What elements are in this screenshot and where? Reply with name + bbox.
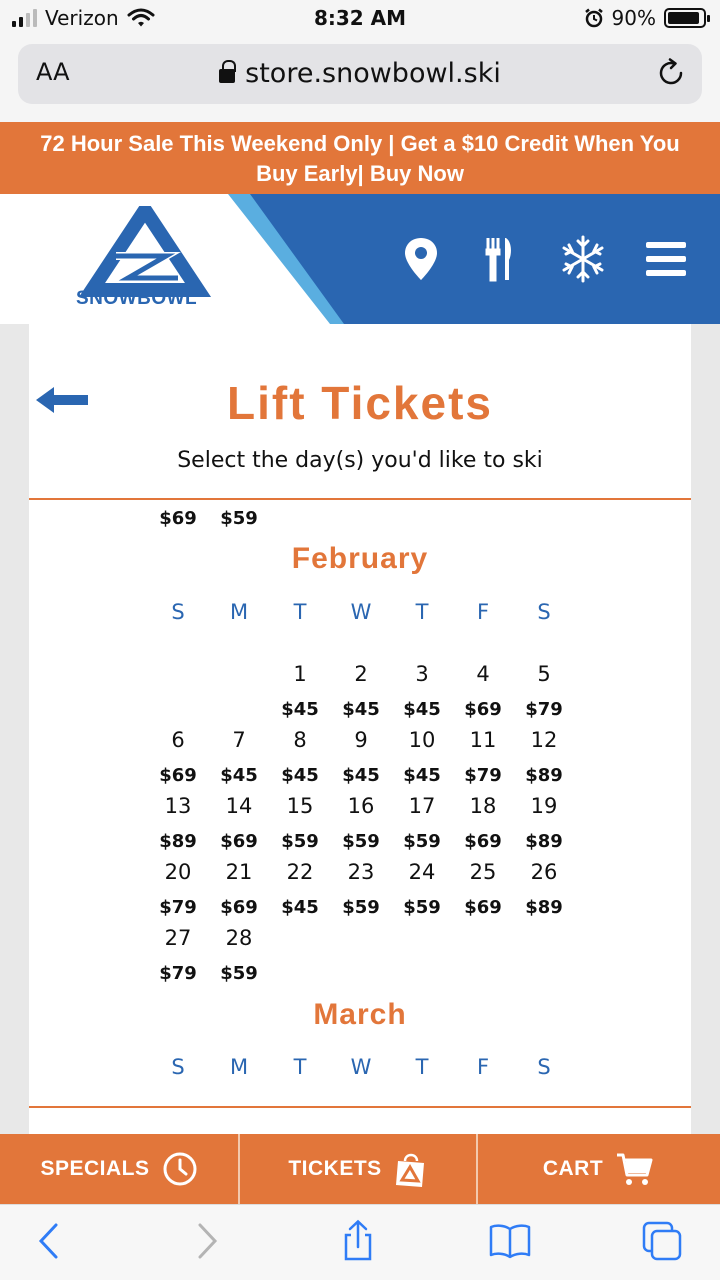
day-price[interactable]: $89: [159, 831, 197, 852]
calendar-day[interactable]: 4: [476, 662, 490, 686]
weekday-label: S: [537, 600, 551, 624]
calendar-day[interactable]: 3: [415, 662, 429, 686]
day-price[interactable]: $69: [464, 831, 502, 852]
status-right: [584, 6, 706, 30]
calendar-day[interactable]: 8: [293, 728, 307, 752]
address-bar[interactable]: [18, 44, 702, 104]
weekday-label: T: [293, 1055, 307, 1079]
day-price[interactable]: $89: [525, 831, 563, 852]
text-size-button[interactable]: AA: [36, 58, 70, 86]
day-price[interactable]: $69: [220, 897, 258, 918]
weekday-label: S: [537, 1055, 551, 1079]
battery-icon: [664, 8, 706, 28]
calendar-day[interactable]: 10: [408, 728, 436, 752]
weekday-label: W: [350, 600, 372, 624]
calendar-day[interactable]: 14: [225, 794, 253, 818]
weekday-label: M: [229, 600, 249, 624]
day-price[interactable]: $69: [159, 508, 197, 529]
day-price[interactable]: $89: [525, 897, 563, 918]
weekday-label: T: [415, 1055, 429, 1079]
url-text: store.snowbowl.ski: [245, 58, 501, 89]
logo-text: SNOWBOWL: [76, 288, 198, 309]
day-price[interactable]: $69: [220, 831, 258, 852]
tickets-button[interactable]: [240, 1134, 476, 1204]
cart-label: CART: [542, 1157, 604, 1180]
tickets-label: TICKETS: [288, 1157, 382, 1180]
specials-button[interactable]: [0, 1134, 238, 1204]
calendar-day[interactable]: 25: [469, 860, 497, 884]
dining-utensils-icon[interactable]: [474, 234, 524, 284]
calendar-day[interactable]: 7: [232, 728, 246, 752]
day-price[interactable]: $45: [281, 699, 319, 720]
day-price[interactable]: $45: [403, 765, 441, 786]
location-pin-icon[interactable]: [396, 234, 446, 284]
day-price[interactable]: $45: [342, 765, 380, 786]
calendar-day[interactable]: 11: [469, 728, 497, 752]
hamburger-menu-icon[interactable]: [642, 234, 692, 284]
calendar-day[interactable]: 17: [408, 794, 436, 818]
browser-forward-icon[interactable]: [184, 1219, 228, 1263]
calendar-day[interactable]: 16: [347, 794, 375, 818]
specials-label: SPECIALS: [40, 1157, 150, 1180]
day-price[interactable]: $59: [220, 963, 258, 984]
calendar-day[interactable]: 19: [530, 794, 558, 818]
calendar-day[interactable]: 20: [164, 860, 192, 884]
calendar-day[interactable]: 15: [286, 794, 314, 818]
day-price[interactable]: $59: [220, 508, 258, 529]
browser-url-area: [0, 36, 720, 122]
calendar-day[interactable]: 2: [354, 662, 368, 686]
day-price[interactable]: $59: [342, 897, 380, 918]
day-price[interactable]: $45: [403, 699, 441, 720]
weekday-label: T: [293, 600, 307, 624]
month-title: February: [291, 542, 429, 575]
browser-back-icon[interactable]: [28, 1219, 72, 1263]
day-price[interactable]: $59: [281, 831, 319, 852]
day-price[interactable]: $79: [159, 897, 197, 918]
calendar-day[interactable]: 12: [530, 728, 558, 752]
calendar-day[interactable]: 21: [225, 860, 253, 884]
day-price[interactable]: $45: [342, 699, 380, 720]
calendar-day[interactable]: 23: [347, 860, 375, 884]
cart-button[interactable]: [478, 1134, 720, 1204]
day-price[interactable]: $79: [525, 699, 563, 720]
weekday-label: W: [350, 1055, 372, 1079]
weekday-label: S: [171, 600, 185, 624]
snowflake-icon[interactable]: [558, 234, 608, 284]
share-icon[interactable]: [336, 1219, 380, 1263]
alarm-icon: [584, 8, 604, 28]
calendar-day[interactable]: 1: [293, 662, 307, 686]
carrier-name: Verizon: [45, 6, 119, 30]
page-subtitle: Select the day(s) you'd like to ski: [177, 448, 543, 473]
day-price[interactable]: $79: [464, 765, 502, 786]
day-price[interactable]: $79: [159, 963, 197, 984]
weekday-label: F: [476, 600, 490, 624]
browser-toolbar: [0, 1204, 720, 1280]
clock: 8:32 AM: [313, 6, 407, 30]
lock-icon: [219, 69, 235, 83]
calendar-day[interactable]: 6: [171, 728, 185, 752]
promo-banner[interactable]: 72 Hour Sale This Weekend Only | Get a $10 Credit When You Buy Early| Buy Now: [0, 122, 720, 194]
weekday-label: S: [171, 1055, 185, 1079]
weekday-label: T: [415, 600, 429, 624]
calendar-day[interactable]: 27: [164, 926, 192, 950]
clock-icon: [162, 1151, 198, 1187]
calendar-day[interactable]: 5: [537, 662, 551, 686]
day-price[interactable]: $45: [281, 765, 319, 786]
calendar-day[interactable]: 24: [408, 860, 436, 884]
reload-icon[interactable]: [654, 56, 688, 90]
day-price[interactable]: $45: [220, 765, 258, 786]
day-price[interactable]: $59: [403, 831, 441, 852]
bottom-divider: [29, 1106, 691, 1108]
calendar-day[interactable]: 9: [354, 728, 368, 752]
day-price[interactable]: $69: [464, 699, 502, 720]
calendar-day[interactable]: 18: [469, 794, 497, 818]
url-display[interactable]: [18, 58, 702, 89]
calendar-day[interactable]: 26: [530, 860, 558, 884]
bottom-nav: [0, 1134, 720, 1204]
site-header: [0, 194, 720, 324]
month-title: March: [313, 998, 407, 1031]
weekday-label: F: [476, 1055, 490, 1079]
calendar-day[interactable]: 22: [286, 860, 314, 884]
bookmarks-icon[interactable]: [488, 1219, 532, 1263]
day-price[interactable]: $89: [525, 765, 563, 786]
day-price[interactable]: $59: [342, 831, 380, 852]
day-price[interactable]: $59: [403, 897, 441, 918]
ticket-bag-icon: [394, 1149, 428, 1189]
battery-percent: 90%: [611, 6, 656, 30]
weekday-label: M: [229, 1055, 249, 1079]
day-price[interactable]: $69: [464, 897, 502, 918]
status-bar: [0, 0, 720, 36]
day-price[interactable]: $45: [281, 897, 319, 918]
day-price[interactable]: $69: [159, 765, 197, 786]
page-title: Lift Tickets: [227, 377, 493, 429]
tabs-icon[interactable]: [640, 1219, 684, 1263]
top-divider: [29, 498, 691, 500]
calendar-day[interactable]: 13: [164, 794, 192, 818]
cart-icon: [615, 1151, 655, 1187]
calendar-day[interactable]: 28: [225, 926, 253, 950]
